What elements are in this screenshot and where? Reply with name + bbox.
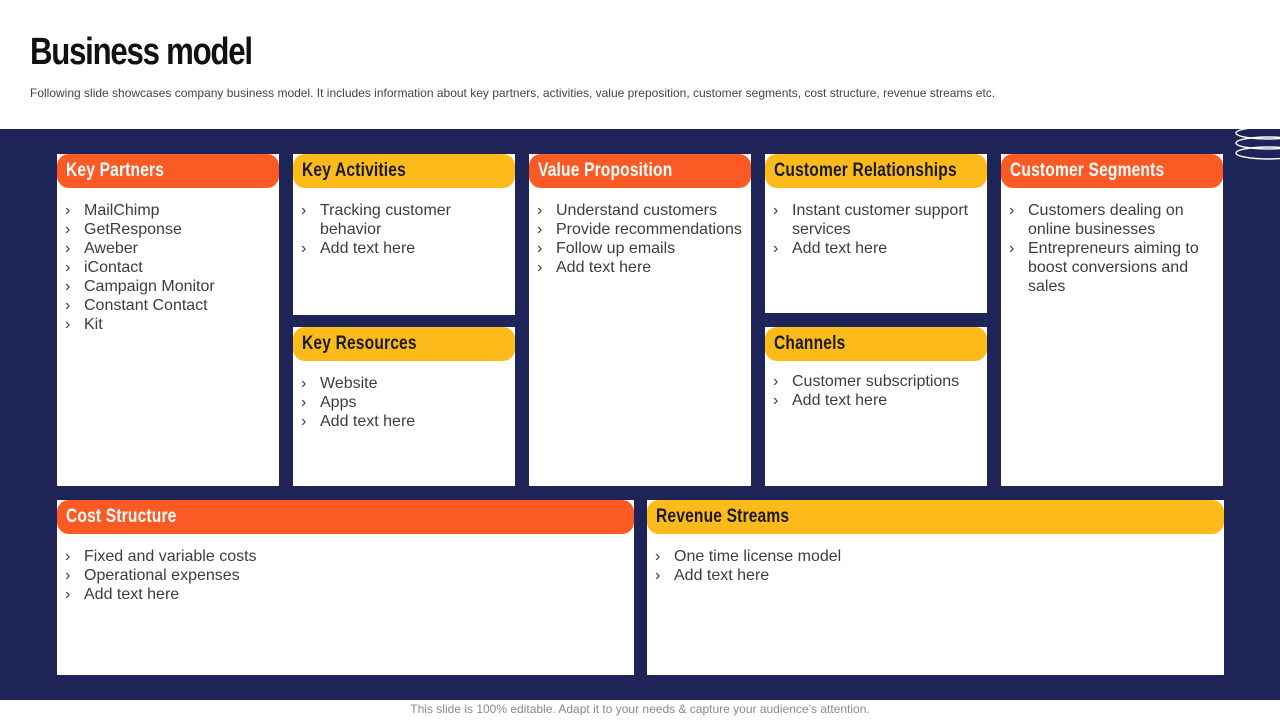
list-item: [65, 566, 626, 585]
card-revenue-streams: [647, 500, 1224, 675]
list-item: [301, 374, 507, 393]
card-header-key-resources: Key Resources: [293, 327, 515, 361]
list-item-text: GetResponse: [84, 221, 182, 238]
list-item: [65, 315, 271, 334]
list-item: [65, 239, 271, 258]
list-item: [655, 547, 1216, 566]
key-partners-list: [65, 201, 271, 334]
list-item: [65, 201, 271, 220]
bullet-chevron-icon: ›: [65, 586, 71, 603]
card-customer-relationships: [765, 154, 987, 313]
slide-footer: This slide is 100% editable. Adapt it to your needs & capture your audience’s attention.: [410, 702, 870, 716]
bullet-chevron-icon: ›: [301, 375, 307, 392]
key-resources-list: [301, 374, 507, 431]
card-header-key-activities: Key Activities: [293, 154, 515, 188]
list-item-text: Provide recommendations: [556, 221, 742, 238]
bullet-chevron-icon: ›: [537, 240, 543, 257]
list-item-text: Add text here: [556, 259, 652, 276]
bullet-chevron-icon: ›: [537, 202, 543, 219]
rings-decoration-icon: [1232, 129, 1280, 169]
list-item-text: Add text here: [84, 586, 180, 603]
list-item-text: Constant Contact: [84, 297, 208, 314]
list-item-text: Entrepreneurs aiming to boost conversions and sales: [1028, 240, 1199, 295]
slide-subtitle: Following slide showcases company business model. It includes information about key partners, activities, value preposition, customer segments, cost structure, revenue streams etc.: [30, 86, 996, 100]
card-header-cost-structure: Cost Structure: [57, 500, 634, 534]
list-item-text: Apps: [320, 394, 357, 411]
list-item-text: Add text here: [674, 567, 770, 584]
list-item: [65, 547, 626, 566]
card-channels: [765, 327, 987, 486]
list-item: [65, 277, 271, 296]
bullet-chevron-icon: ›: [773, 240, 779, 257]
list-item-text: One time license model: [674, 548, 842, 565]
list-item-text: MailChimp: [84, 202, 160, 219]
list-item: [301, 412, 507, 431]
revenue-streams-list: [655, 547, 1216, 585]
bullet-chevron-icon: ›: [773, 202, 779, 219]
bullet-chevron-icon: ›: [65, 259, 71, 276]
list-item: [301, 239, 507, 258]
list-item-text: Operational expenses: [84, 567, 240, 584]
list-item-text: Follow up emails: [556, 240, 676, 257]
card-header-key-partners: Key Partners: [57, 154, 279, 188]
list-item: [537, 201, 743, 220]
list-item-text: Customer subscriptions: [792, 373, 960, 390]
list-item: [65, 296, 271, 315]
card-header-customer-relationships: Customer Relationships: [765, 154, 987, 188]
list-item: [537, 220, 743, 239]
list-item-text: Add text here: [320, 240, 416, 257]
card-cost-structure: [57, 500, 634, 675]
bullet-chevron-icon: ›: [655, 548, 661, 565]
bullet-chevron-icon: ›: [65, 278, 71, 295]
list-item: [1009, 239, 1215, 296]
list-item: [1009, 201, 1215, 239]
bullet-chevron-icon: ›: [65, 221, 71, 238]
list-item: [655, 566, 1216, 585]
bullet-chevron-icon: ›: [301, 394, 307, 411]
list-item-text: Add text here: [320, 413, 416, 430]
list-item: [301, 201, 507, 239]
list-item: [537, 239, 743, 258]
bullet-chevron-icon: ›: [65, 202, 71, 219]
bullet-chevron-icon: ›: [65, 316, 71, 333]
bullet-chevron-icon: ›: [1009, 240, 1015, 257]
card-header-value-proposition: Value Proposition: [529, 154, 751, 188]
cost-structure-list: [65, 547, 626, 604]
list-item-text: Customers dealing on online businesses: [1028, 202, 1184, 238]
list-item-text: Website: [320, 375, 378, 392]
slide-title: Business model: [30, 31, 252, 73]
channels-list: [773, 372, 979, 410]
list-item-text: Add text here: [792, 240, 888, 257]
card-key-resources: [293, 327, 515, 486]
list-item-text: Campaign Monitor: [84, 278, 215, 295]
list-item-text: iContact: [84, 259, 143, 276]
list-item-text: Tracking customer behavior: [320, 202, 451, 238]
list-item: [773, 391, 979, 410]
list-item-text: Instant customer support services: [792, 202, 969, 238]
list-item-text: Add text here: [792, 392, 888, 409]
list-item: [65, 220, 271, 239]
list-item: [65, 585, 626, 604]
bullet-chevron-icon: ›: [655, 567, 661, 584]
list-item: [65, 258, 271, 277]
list-item-text: Understand customers: [556, 202, 717, 219]
list-item: [773, 372, 979, 391]
key-activities-list: [301, 201, 507, 258]
list-item-text: Fixed and variable costs: [84, 548, 257, 565]
bullet-chevron-icon: ›: [301, 413, 307, 430]
bullet-chevron-icon: ›: [537, 221, 543, 238]
bullet-chevron-icon: ›: [65, 297, 71, 314]
customer-relationships-list: [773, 201, 979, 258]
list-item-text: Aweber: [84, 240, 138, 257]
list-item: [537, 258, 743, 277]
list-item: [301, 393, 507, 412]
value-proposition-list: [537, 201, 743, 277]
card-value-proposition: [529, 154, 751, 486]
card-customer-segments: [1001, 154, 1223, 486]
customer-segments-list: [1009, 201, 1215, 296]
list-item-text: Kit: [84, 316, 103, 333]
bullet-chevron-icon: ›: [773, 373, 779, 390]
bullet-chevron-icon: ›: [65, 240, 71, 257]
card-header-channels: Channels: [765, 327, 987, 361]
card-header-customer-segments: Customer Segments: [1001, 154, 1223, 188]
card-key-activities: [293, 154, 515, 315]
bullet-chevron-icon: ›: [65, 548, 71, 565]
list-item: [773, 239, 979, 258]
bullet-chevron-icon: ›: [65, 567, 71, 584]
list-item: [773, 201, 979, 239]
bullet-chevron-icon: ›: [537, 259, 543, 276]
bullet-chevron-icon: ›: [1009, 202, 1015, 219]
card-header-revenue-streams: Revenue Streams: [647, 500, 1224, 534]
card-key-partners: [57, 154, 279, 486]
bullet-chevron-icon: ›: [301, 202, 307, 219]
bullet-chevron-icon: ›: [773, 392, 779, 409]
bullet-chevron-icon: ›: [301, 240, 307, 257]
